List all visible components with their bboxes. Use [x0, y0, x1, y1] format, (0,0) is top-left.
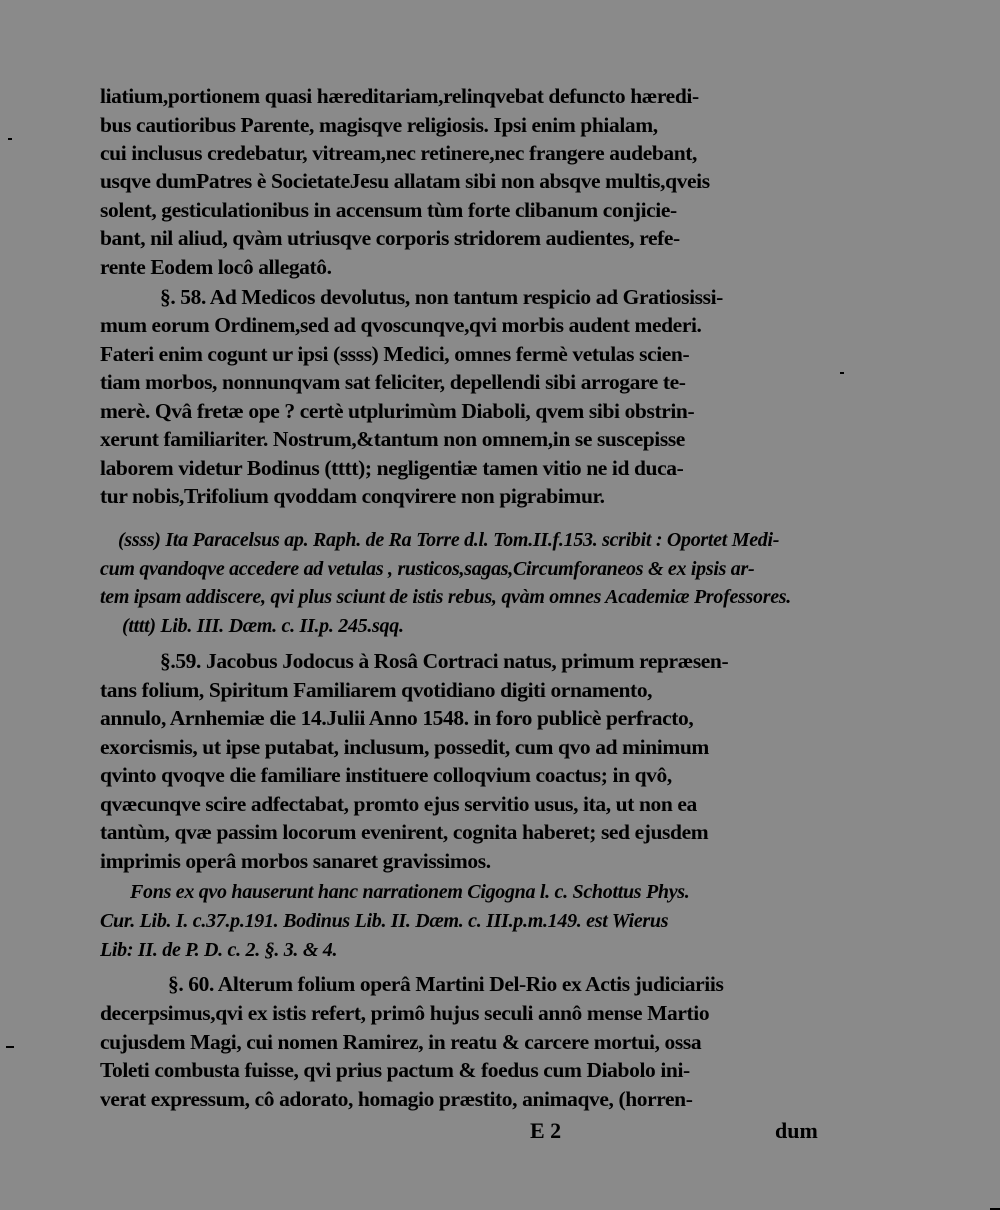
text-line: laborem videtur Bodinus (tttt); negligentiæ tamen vitio ne id duca-: [100, 456, 684, 480]
text-line: verat expressum, cô adorato, homagio præstito, animaqve, (horren-: [100, 1087, 693, 1111]
text-line: solent, gesticulationibus in accensum tùm forte clibanum conjicie-: [100, 198, 677, 222]
signature-mark: E 2: [530, 1118, 562, 1143]
text-line: liatium,portionem quasi hæreditariam,relinqvebat defuncto hæredi-: [100, 84, 699, 108]
footnote-ssss: (ssss) Ita Paracelsus ap. Raph. de Ra Torre d.l. Tom.II.f.153. scribit : Oportet Medi-: [118, 529, 780, 551]
text-line: usqve dumPatres è SocietateJesu allatam sibi non absqve multis,qveis: [100, 169, 710, 193]
text-line: tur nobis,Trifolium qvoddam conqvirere non pigrabimur.: [100, 484, 605, 508]
scan-speck: [8, 138, 12, 140]
text-line: annulo, Arnhemiæ die 14.Julii Anno 1548. in foro publicè perfracto,: [100, 706, 694, 730]
footnote-line: tem ipsam addiscere, qvi plus sciunt de istis rebus, qvàm omnes Academiæ Professores.: [100, 586, 791, 608]
text-line: xerunt familiariter. Nostrum,&tantum non omnem,in se suscepisse: [100, 427, 685, 451]
text-line: qvinto qvoqve die familiare instituere colloqvium coactus; in qvô,: [100, 763, 672, 787]
source-note: Lib: II. de P. D. c. 2. §. 3. & 4.: [100, 939, 338, 961]
text-line: tans folium, Spiritum Familiarem qvotidiano digiti ornamento,: [100, 678, 653, 702]
text-line: mum eorum Ordinem,sed ad qvoscunqve,qvi morbis audent mederi.: [100, 313, 702, 337]
text-line: cujusdem Magi, cui nomen Ramirez, in reatu & carcere mortui, ossa: [100, 1030, 702, 1054]
text-line: Toleti combusta fuisse, qvi prius pactum & foedus cum Diabolo ini-: [100, 1058, 690, 1082]
text-line: merè. Qvâ fretæ ope ? certè utplurimùm Diaboli, qvem sibi obstrin-: [100, 399, 695, 423]
source-note: Cur. Lib. I. c.37.p.191. Bodinus Lib. II. Dæm. c. III.p.m.149. est Wierus: [100, 910, 669, 932]
text-line: tiam morbos, nonnunqvam sat feliciter, depellendi sibi arrogare te-: [100, 370, 686, 394]
text-line: cui inclusus credebatur, vitream,nec retinere,nec frangere audebant,: [100, 141, 698, 165]
paragraph-60-start: §. 60. Alterum folium operâ Martini Del-Rio ex Actis judiciariis: [168, 972, 724, 996]
text-line: decerpsimus,qvi ex istis refert, primô hujus seculi annô mense Martio: [100, 1001, 710, 1025]
catchword: dum: [775, 1118, 818, 1143]
text-line: exorcismis, ut ipse putabat, inclusum, possedit, cum qvo ad minimum: [100, 735, 709, 759]
text-line: tantùm, qvæ passim locorum evenirent, cognita haberet; sed ejusdem: [100, 820, 709, 844]
scan-speck: [6, 1046, 14, 1048]
text-line: Fateri enim cogunt ur ipsi (ssss) Medici, omnes fermè vetulas scien-: [100, 342, 690, 366]
paragraph-59-start: §.59. Jacobus Jodocus à Rosâ Cortraci natus, primum repræsen-: [160, 649, 729, 673]
footnote-line: cum qvandoqve accedere ad vetulas , rusticos,sagas,Circumforaneos & ex ipsis ar-: [100, 558, 755, 580]
scan-speck: [840, 372, 844, 374]
text-line: rente Eodem locô allegatô.: [100, 255, 332, 279]
footnote-tttt: (tttt) Lib. III. Dæm. c. II.p. 245.sqq.: [122, 615, 404, 637]
text-line: bant, nil aliud, qvàm utriusqve corporis stridorem audientes, refe-: [100, 226, 680, 250]
text-line: imprimis operâ morbos sanaret gravissimos.: [100, 849, 491, 873]
text-line: qvæcunqve scire adfectabat, promto ejus servitio usus, ita, ut non ea: [100, 792, 697, 816]
text-line: bus cautioribus Parente, magisqve religiosis. Ipsi enim phialam,: [100, 113, 658, 137]
source-note: Fons ex qvo hauserunt hanc narrationem Cigogna l. c. Schottus Phys.: [130, 881, 690, 903]
paragraph-58-start: §. 58. Ad Medicos devolutus, non tantum respicio ad Gratiosissi-: [160, 285, 723, 309]
